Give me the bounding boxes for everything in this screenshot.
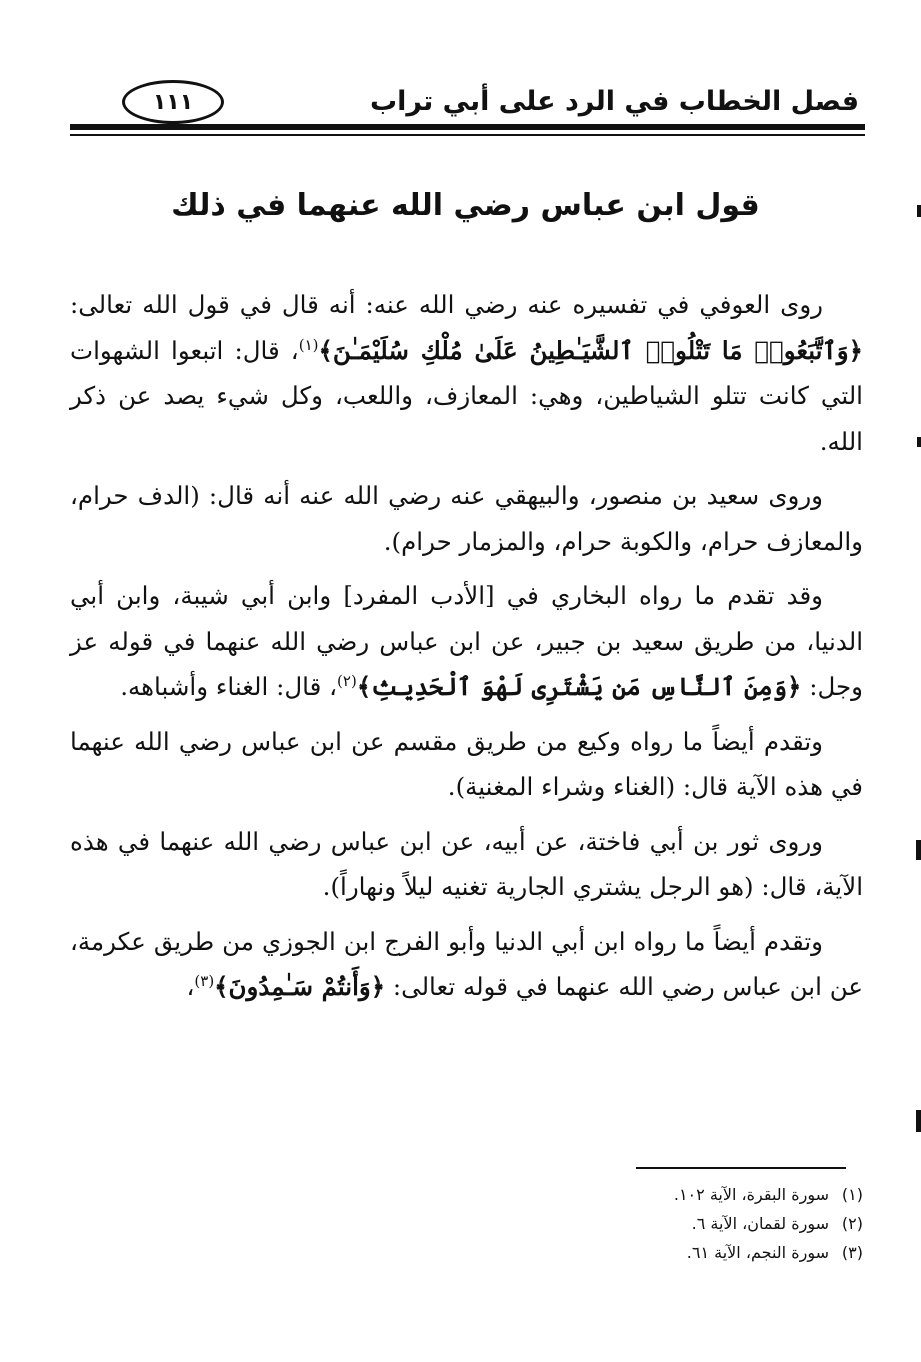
paragraph-text: وتقدم أيضاً ما رواه وكيع من طريق مقسم عن ابن عباس رضي الله عنهما في هذه الآية قال: (الغناء وشراء المغنية). — [70, 726, 863, 801]
footnote-text: سورة البقرة، الآية ١٠٢. — [673, 1185, 829, 1204]
paragraph-text: ، قال: اتبعوا الشهوات التي كانت تتلو الشياطين، وهي: المعازف، واللعب، وكل شيء يصد عن ذكر الله. — [70, 335, 863, 456]
page-number: ١١١ — [122, 80, 224, 124]
paragraph-text: وتقدم أيضاً ما رواه ابن أبي الدنيا وأبو الفرج ابن الجوزي من طريق عكرمة، عن ابن عباس رضي الله عنهما في قوله تعالى: — [70, 926, 863, 1001]
paragraph-text: وروى سعيد بن منصور، والبيهقي عنه رضي الله عنه أنه قال: (الدف حرام، والمعازف حرام، والكوبة حرام، والمزمار حرام). — [70, 481, 863, 556]
paragraph-text: روى العوفي في تفسيره عنه رضي الله عنه: أنه قال في قول الله تعالى: — [70, 290, 823, 319]
running-title: فصل الخطاب في الرد على أبي تراب — [369, 86, 859, 117]
quran-verse: ﴿وَٱتَّبَعُوا۟ مَا تَتْلُوا۟ ٱلشَّيَـٰطِينُ عَلَىٰ مُلْكِ سُلَيْمَـٰنَ﴾ — [318, 335, 863, 365]
paragraph-text: ، — [186, 972, 195, 1001]
body-text — [70, 282, 863, 1019]
paragraph-3 — [70, 573, 863, 710]
margin-mark-3 — [916, 840, 921, 860]
paragraph-5 — [70, 819, 863, 910]
paragraph-6 — [70, 919, 863, 1010]
margin-mark-1 — [917, 205, 921, 217]
footnote-1 — [463, 1180, 863, 1209]
footnote-number: (٢) — [841, 1214, 863, 1233]
footnote-text: سورة لقمان، الآية ٦. — [691, 1214, 829, 1233]
paragraph-4 — [70, 719, 863, 810]
paragraph-text: ، قال: الغناء وأشباهه. — [120, 672, 338, 701]
footnote-ref: (٢) — [337, 671, 357, 690]
paragraph-text: وقد تقدم ما رواه البخاري في [الأدب المفرد] وابن أبي شيبة، وابن أبي الدنيا، من طريق سعيد بن جبير، عن ابن عباس رضي الله عنهما في قوله عز وجل: — [70, 581, 863, 701]
paragraph-2 — [70, 473, 863, 564]
footnotes — [463, 1180, 863, 1267]
header-rule-thin — [70, 134, 865, 136]
paragraph-1 — [70, 282, 863, 464]
footnote-ref: (٣) — [194, 971, 215, 990]
footnote-text: سورة النجم، الآية ٦١. — [686, 1243, 829, 1262]
paragraph-text: وروى ثور بن أبي فاختة، عن أبيه، عن ابن عباس رضي الله عنهما في هذه الآية، قال: (هو الرجل يشتري الجارية تغنيه ليلاً ونهاراً). — [70, 826, 863, 901]
footnote-ref: (١) — [298, 335, 319, 354]
quran-verse: ﴿وَأَنتُمْ سَـٰمِدُونَ﴾ — [214, 972, 386, 1001]
margin-mark-2 — [917, 437, 921, 447]
margin-mark-4 — [916, 1110, 921, 1132]
footnote-number: (٣) — [841, 1243, 863, 1262]
footnote-number: (١) — [841, 1185, 863, 1204]
quran-verse: ﴿وَمِنَ ٱلنَّاسِ مَن يَشْتَرِى لَهْوَ ٱلْحَدِيثِ﴾ — [356, 672, 802, 701]
footnote-2 — [463, 1209, 863, 1238]
section-title: قول ابن عباس رضي الله عنهما في ذلك — [171, 188, 760, 223]
footnote-separator — [636, 1167, 846, 1169]
footnote-3 — [463, 1238, 863, 1267]
header-rule-thick — [70, 124, 865, 130]
